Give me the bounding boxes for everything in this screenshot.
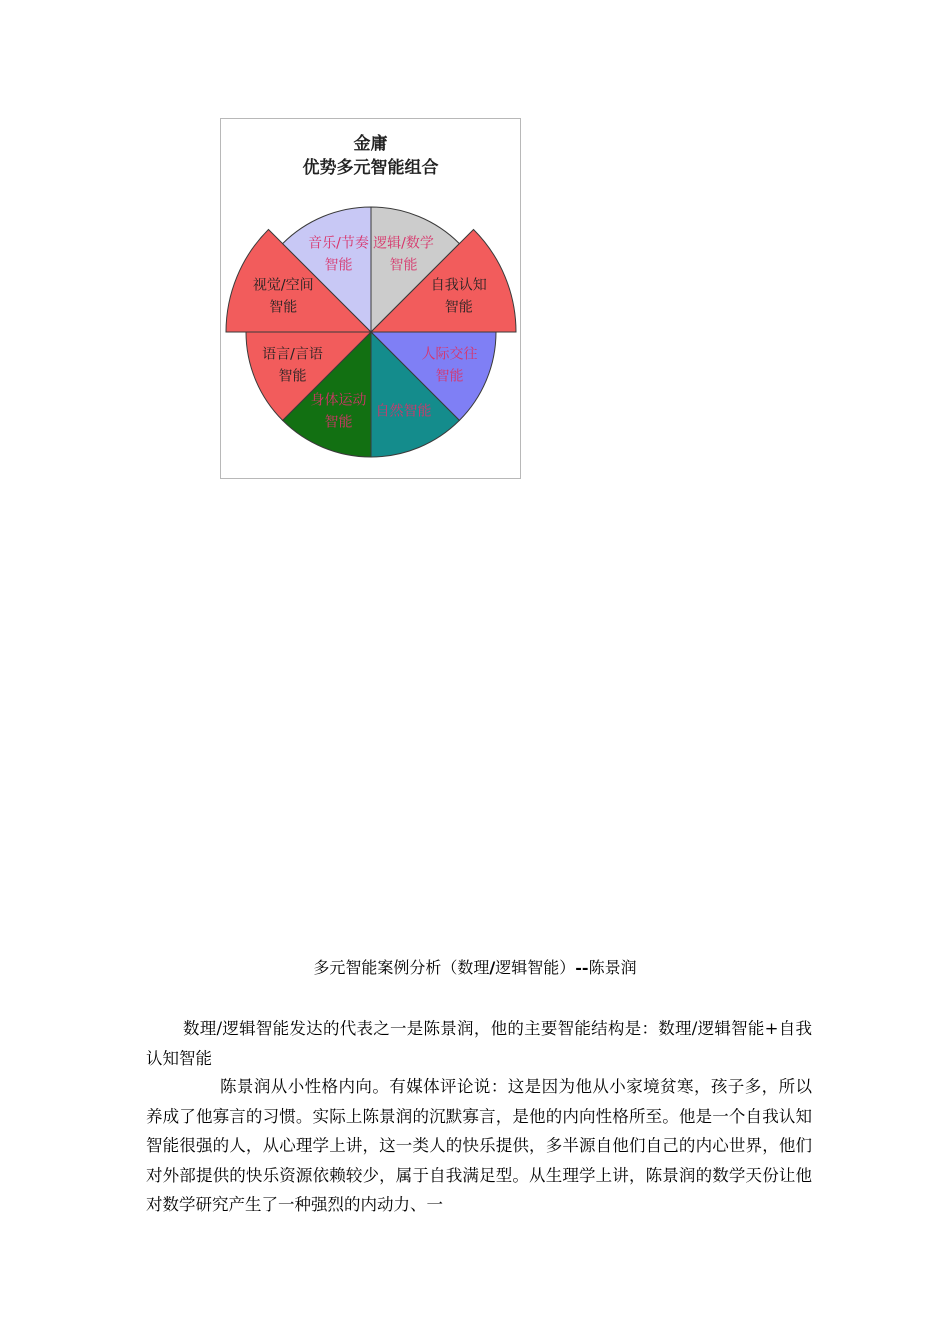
- pie-label-8-line2: 智能: [324, 257, 353, 274]
- heading-suffix: 陈景润: [588, 958, 637, 977]
- pie-label-8-line1: 音乐/节奏: [308, 235, 369, 252]
- pie-label-7-line1: 视觉/空间: [252, 277, 314, 294]
- heading-middle: 逻辑智能）: [495, 958, 576, 977]
- heading-prefix: 多元智能案例分析（数理: [313, 958, 490, 977]
- pie-label-1-line1: 逻辑/数学: [373, 235, 434, 252]
- pie-label-4-line1: 自然智能: [375, 403, 432, 420]
- case-heading: [0, 957, 950, 979]
- pie-label-5-line1: 身体运动: [310, 392, 367, 409]
- pie-label-1-line2: 智能: [389, 257, 418, 274]
- intelligence-pie-chart: [221, 119, 520, 478]
- pie-label-6-line1: 语言/言语: [262, 346, 323, 363]
- paragraph-personality-analysis: 陈景润从小性格内向。有媒体评论说：这是因为他从小家境贫寒，孩子多，所以养成了他寡言的习惯。实际上陈景润的沉默寡言，是他的内向性格所至。他是一个自我认知智能很强的人，从心理学上讲，这一类人的快乐提供，多半源自他们自己的内心世界，他们对外部提供的快乐资源依赖较少，属于自我满足型。从生理学上讲，陈景润的数学天份让他对数学研究产生了一种强烈的内动力、一: [146, 1077, 812, 1214]
- pie-label-3-line1: 人际交往: [421, 346, 478, 363]
- intelligence-pie-figure: [220, 118, 521, 479]
- pie-label-2-line2: 智能: [444, 299, 473, 316]
- pie-label-2-line1: 自我认知: [430, 277, 487, 294]
- pie-label-5-line2: 智能: [324, 414, 353, 431]
- pie-label-3-line2: 智能: [435, 368, 464, 385]
- pie-label-6-line2: 智能: [278, 368, 307, 385]
- paragraph-intelligence-structure: 数理/逻辑智能发达的代表之一是陈景润，他的主要智能结构是：数理/逻辑智能+自我认知智能: [146, 1019, 812, 1068]
- heading-dashes: --: [575, 958, 589, 977]
- heading-slash: /: [489, 958, 496, 977]
- figure-title-subtitle: 优势多元智能组合: [302, 158, 439, 178]
- pie-label-7-line2: 智能: [269, 299, 298, 316]
- figure-title-name: 金庸: [353, 134, 388, 154]
